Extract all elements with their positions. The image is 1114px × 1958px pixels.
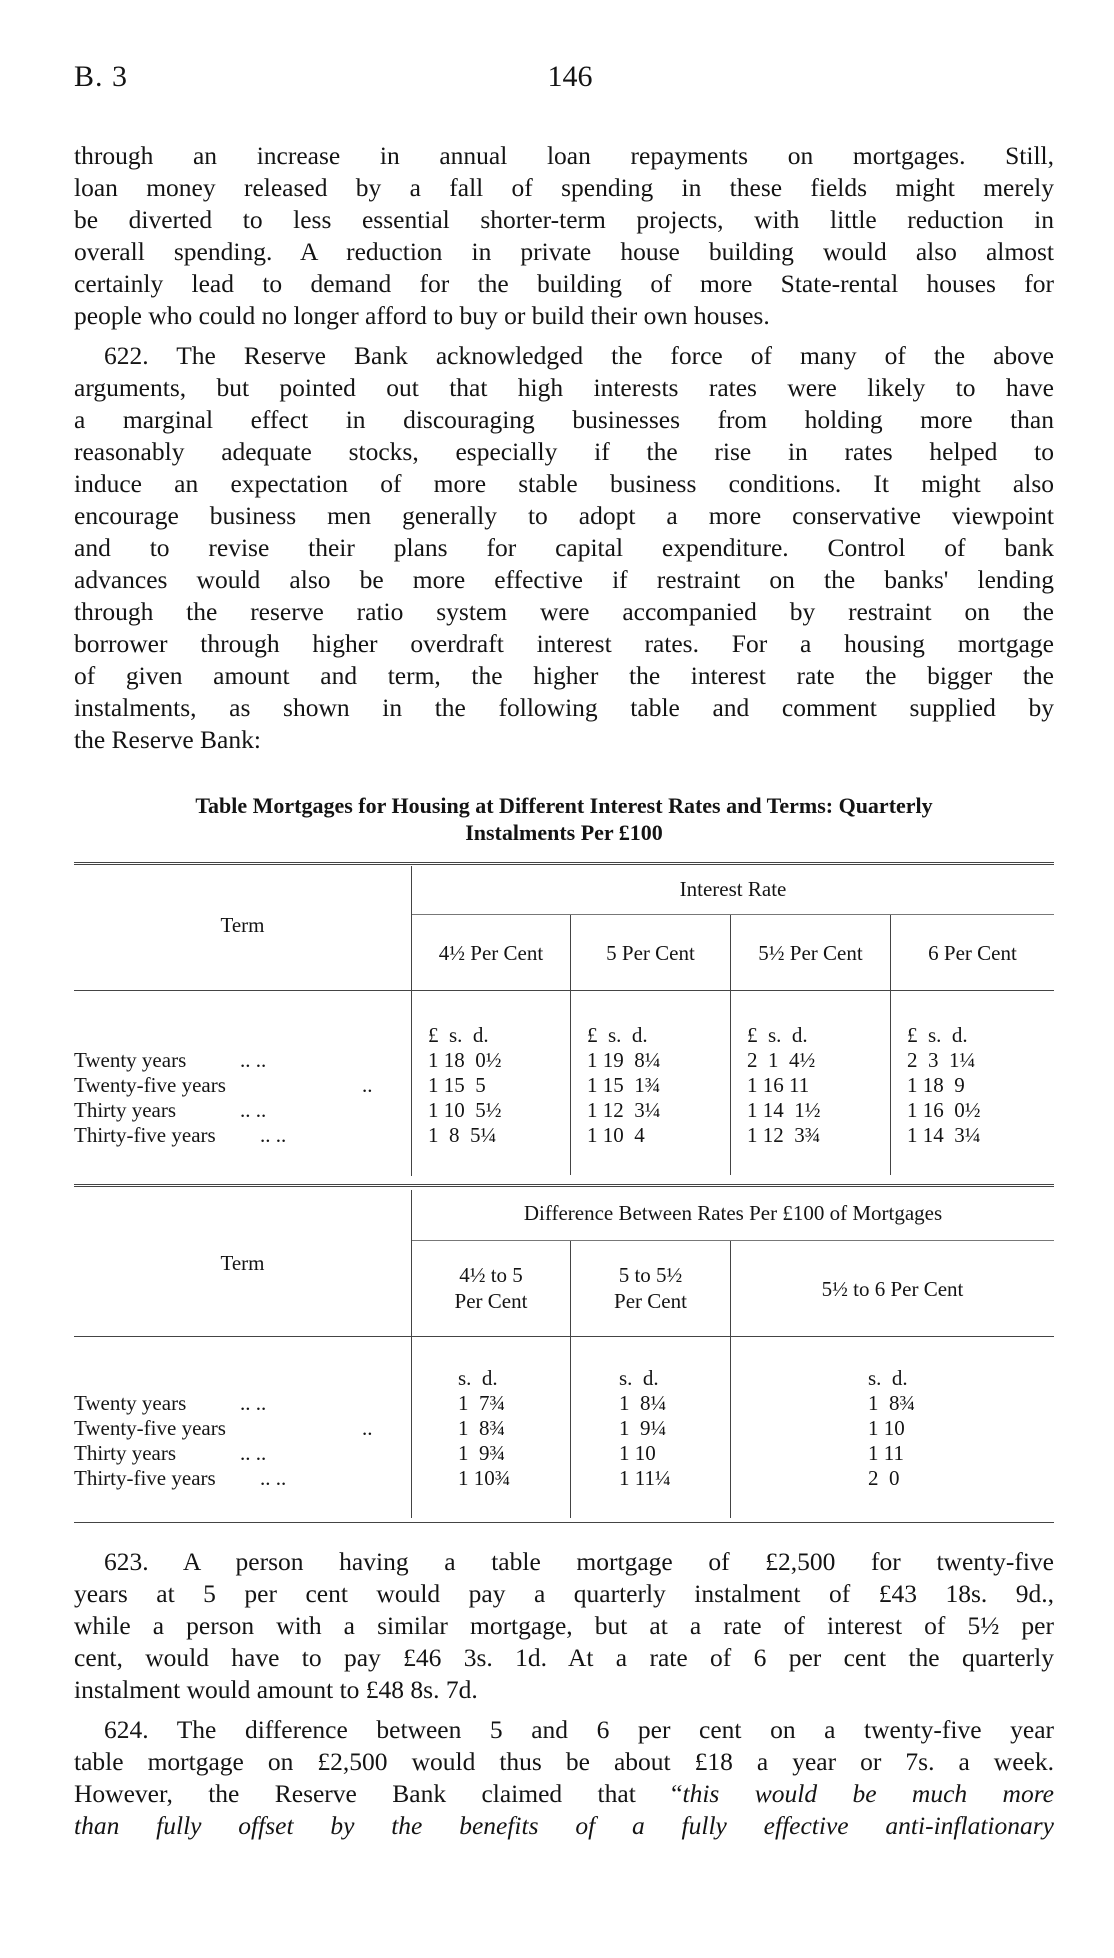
table-cell: 1 11 — [868, 1441, 904, 1465]
header-bottom-rule — [74, 1336, 1054, 1337]
text-line: through the reserve ratio system were accompanied by restraint on the — [74, 597, 1054, 626]
group-header-rule — [412, 1240, 1054, 1241]
unit-header: s. d. — [619, 1366, 659, 1390]
leader-dots: .. — [362, 1416, 373, 1440]
text-line: years at 5 per cent would pay a quarterly instalment of £43 18s. 9d., — [74, 1579, 1054, 1608]
column-header: 6 Per Cent — [928, 941, 1017, 965]
table-cell: 1 12 3¾ — [747, 1123, 821, 1147]
text-line: and to revise their plans for capital expenditure. Control of bank — [74, 533, 1054, 562]
text-line: 624. The difference between 5 and 6 per cent on a twenty-five year — [104, 1715, 1054, 1744]
page-header — [74, 60, 1066, 104]
text-line: 622. The Reserve Bank acknowledged the force of many of the above — [104, 341, 1054, 370]
leader-dots: .. .. — [240, 1048, 267, 1072]
table-bottom-rule — [74, 1522, 1054, 1523]
column-divider — [411, 866, 412, 1176]
table-divider-rule — [74, 1184, 1054, 1187]
text-line: people who could no longer afford to buy or build their own houses. — [74, 301, 770, 330]
row-label: Thirty-five years — [74, 1466, 216, 1490]
row-label: Twenty years — [74, 1391, 187, 1415]
table-cell: 1 9¼ — [619, 1416, 667, 1440]
text-line: certainly lead to demand for the building of more State-rental houses for — [74, 269, 1054, 298]
table-cell: 1 8¾ — [458, 1416, 506, 1440]
text-line: a marginal effect in discouraging businesses from holding more than — [74, 405, 1054, 434]
caption-line: Instalments Per £100 — [465, 820, 663, 845]
text-line: through an increase in annual loan repayments on mortgages. Still, — [74, 141, 1054, 170]
table-cell: 1 8¾ — [868, 1391, 916, 1415]
table-cell: 1 8¼ — [619, 1391, 667, 1415]
caption-line: Table Mortgages for Housing at Different Interest Rates and Terms: Quarterly — [195, 793, 933, 818]
unit-header: £ s. d. — [907, 1023, 968, 1047]
quoted-text-line: than fully offset by the benefits of a fully effective anti-inflationary — [74, 1811, 1054, 1840]
term-labels — [74, 1048, 226, 1148]
unit-header: £ s. d. — [428, 1023, 489, 1047]
text-line: be diverted to less essential shorter-term projects, with little reduction in — [74, 205, 1054, 234]
page-number: 146 — [547, 60, 593, 93]
column-header-line: 4½ to 5 — [459, 1263, 523, 1287]
unit-header: £ s. d. — [587, 1023, 648, 1047]
table-cell: 1 19 8¼ — [587, 1048, 661, 1072]
table-cell: 2 1 4½ — [747, 1048, 816, 1072]
table-cell: 2 3 1¼ — [907, 1048, 976, 1072]
group-header-rule — [412, 914, 1054, 915]
table-cell: 1 16 11 — [747, 1073, 810, 1097]
table-cell: 1 12 3¼ — [587, 1098, 661, 1122]
paragraph-continued — [74, 140, 1054, 332]
text-line: instalment would amount to £48 8s. 7d. — [74, 1675, 478, 1704]
column-header: 5½ to 6 Per Cent — [821, 1277, 964, 1301]
text-line: reasonably adequate stocks, especially if the rise in rates helped to — [74, 437, 1054, 466]
table-cell: 1 10 — [868, 1416, 905, 1440]
text-line: while a person with a similar mortgage, but at a rate of interest of 5½ per — [74, 1611, 1054, 1640]
row-label: Thirty years — [74, 1098, 177, 1122]
leader-dots: .. .. — [260, 1123, 287, 1147]
section-code: B. 3 — [74, 60, 129, 93]
column-header — [412, 1262, 570, 1314]
text-line: borrower through higher overdraft interest rates. For a housing mortgage — [74, 629, 1054, 658]
column-header-line: 5 to 5½ — [618, 1263, 683, 1287]
leader-dots: .. .. — [240, 1441, 267, 1465]
quoted-text: this would be much more — [682, 1779, 1054, 1808]
table-cell: 1 16 0½ — [907, 1098, 981, 1122]
table-caption — [74, 792, 1054, 846]
text-line: loan money released by a fall of spending in these fields might merely — [74, 173, 1054, 202]
leader-dots: .. .. — [240, 1098, 267, 1122]
row-label: Thirty years — [74, 1441, 177, 1465]
table-cell: 1 18 0½ — [428, 1048, 502, 1072]
difference-header: Difference Between Rates Per £100 of Mortgages — [523, 1201, 943, 1225]
table-cell: 1 10 4 — [587, 1123, 645, 1147]
text-line — [74, 1778, 1054, 1810]
term-header: Term — [220, 1251, 265, 1275]
table-cell: 2 0 — [868, 1466, 900, 1490]
column-header: 5 Per Cent — [606, 941, 695, 965]
table-cell: 1 10¾ — [458, 1466, 511, 1490]
table-cell: 1 11¼ — [619, 1466, 671, 1490]
text-line: overall spending. A reduction in private house building would also almost — [74, 237, 1054, 266]
table-cell: 1 18 9 — [907, 1073, 965, 1097]
table-cell: 1 9¾ — [458, 1441, 506, 1465]
table-cell: 1 15 5 — [428, 1073, 486, 1097]
row-label: Twenty-five years — [74, 1073, 226, 1097]
header-bottom-rule — [74, 990, 1054, 991]
text-line: 623. A person having a table mortgage of £2,500 for twenty-five — [104, 1547, 1054, 1576]
table-cell: 1 15 1¾ — [587, 1073, 661, 1097]
leader-dots: .. .. — [260, 1466, 287, 1490]
unit-header: £ s. d. — [747, 1023, 808, 1047]
column-header-line: Per Cent — [614, 1289, 687, 1313]
table-cell: 1 10 5½ — [428, 1098, 502, 1122]
text-line: arguments, but pointed out that high interests rates were likely to have — [74, 373, 1054, 402]
table-cell: 1 14 1½ — [747, 1098, 821, 1122]
text-line: induce an expectation of more stable business conditions. It might also — [74, 469, 1054, 498]
unit-header: s. d. — [868, 1366, 908, 1390]
row-label: Twenty-five years — [74, 1416, 226, 1440]
text-line: advances would also be more effective if restraint on the banks' lending — [74, 565, 1054, 594]
table-cell: 1 14 3¼ — [907, 1123, 981, 1147]
table-cell: 1 8 5¼ — [428, 1123, 497, 1147]
leader-dots: .. .. — [240, 1391, 267, 1415]
unit-header: s. d. — [458, 1366, 498, 1390]
interest-rate-header: Interest Rate — [679, 877, 787, 901]
row-label: Thirty-five years — [74, 1123, 216, 1147]
column-header: 5½ Per Cent — [758, 941, 863, 965]
term-labels — [74, 1391, 226, 1491]
column-header — [571, 1262, 730, 1314]
column-header-line: Per Cent — [454, 1289, 528, 1313]
text-span: However, the Reserve Bank claimed that “ — [74, 1779, 683, 1808]
text-line: cent, would have to pay £46 3s. 1d. At a rate of 6 per cent the quarterly — [74, 1643, 1054, 1672]
paragraph-624 — [74, 1714, 1054, 1842]
column-header: 4½ Per Cent — [438, 941, 544, 965]
text-line: instalments, as shown in the following table and comment supplied by — [74, 693, 1054, 722]
leader-dots: .. — [362, 1073, 373, 1097]
row-label: Twenty years — [74, 1048, 187, 1072]
table-cell: 1 10 — [619, 1441, 656, 1465]
text-line: table mortgage on £2,500 would thus be about £18 a year or 7s. a week. — [74, 1747, 1054, 1776]
text-line: the Reserve Bank: — [74, 725, 261, 754]
term-header: Term — [220, 913, 265, 937]
table-cell: 1 7¾ — [458, 1391, 506, 1415]
text-line: encourage business men generally to adopt a more conservative viewpoint — [74, 501, 1054, 530]
text-line: of given amount and term, the higher the interest rate the bigger the — [74, 661, 1054, 690]
table-top-rule — [74, 862, 1054, 865]
paragraph-622 — [74, 340, 1054, 756]
paragraph-623 — [74, 1546, 1054, 1706]
